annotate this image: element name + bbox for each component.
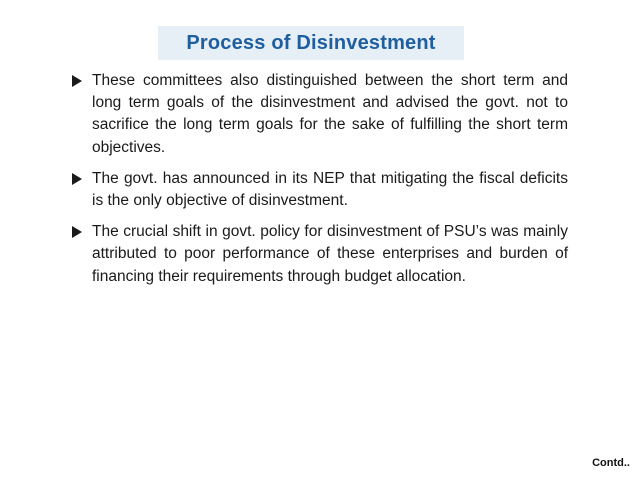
- bullet-text: The govt. has announced in its NEP that mitigating the fiscal deficits is the only objective of disinvestment.: [92, 169, 568, 210]
- continued-label: Contd..: [592, 457, 630, 469]
- bullet-item: [70, 221, 568, 288]
- bullet-list: [70, 70, 568, 297]
- arrow-right-icon: [70, 172, 84, 186]
- bullet-item: [70, 168, 568, 212]
- arrow-right-icon: [70, 225, 84, 239]
- bullet-item: [70, 70, 568, 159]
- slide-title: Process of Disinvestment: [158, 26, 464, 60]
- arrow-right-icon: [70, 74, 84, 88]
- bullet-text: The crucial shift in govt. policy for disinvestment of PSU’s was mainly attributed to poor performance of these enterprises and burden of financing their requirements through budget allocation.: [92, 223, 568, 285]
- bullet-text: These committees also distinguished between the short term and long term goals of the disinvestment and advised the govt. not to sacrifice the long term goals for the sake of fulfilling the short term objectives.: [92, 72, 568, 156]
